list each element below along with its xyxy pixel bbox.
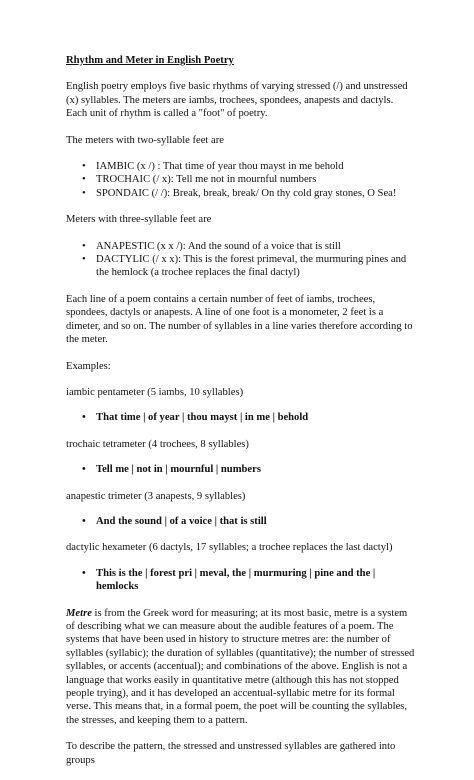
example-caption-iambic: iambic pentameter (5 iambs, 10 syllables) — [66, 386, 244, 398]
scansion-line: • This is the | forest pri | meval, the | murmuring | pine and the | hemlocks — [96, 567, 416, 594]
two-syllable-list — [66, 160, 416, 200]
three-syllable-list — [66, 240, 416, 280]
list-item-dactylic: • DACTYLIC (/ x x): This is the forest primeval, the murmuring pines and the hemlock (a trochee replaces the final dactyl) — [96, 253, 416, 280]
examples-heading: Examples: — [66, 360, 111, 372]
document-title: Rhythm and Meter in English Poetry — [66, 55, 234, 66]
scansion-line: • That time | of year | thou mayst | in me | behold — [96, 411, 416, 424]
three-syllable-heading: Meters with three-syllable feet are — [66, 214, 212, 226]
line-paragraph: Each line of a poem contains a certain number of feet of iambs, trochees, spondees, dactyls or anapests. A line of one foot is a monometer, 2 feet is a dimeter, and so on. The number of syllables in a line varies therefore according to the meter. — [66, 293, 413, 346]
list-item-trochaic: • TROCHAIC (/ x): Tell me not in mournful numbers — [96, 173, 416, 186]
closing-paragraph: To describe the pattern, the stressed and unstressed syllables are gathered into groups — [66, 741, 396, 766]
example-caption-dactylic: dactylic hexameter (6 dactyls, 17 syllables; a trochee replaces the last dactyl) — [66, 542, 393, 554]
document-page — [66, 54, 416, 780]
list-item-spondaic: • SPONDAIC (/ /): Break, break, break/ On thy cold gray stones, O Sea! — [96, 187, 416, 200]
metre-paragraph-text: is from the Greek word for measuring; at its most basic, metre is a system of describing what we can measure about the audible features of a poem. The systems that have been used in history to structure metres are: the number of syllables (syllabic); the duration of syllables (quantitative); the number of stressed syllables, or accents (accentual); and combinations of the above. English is not a language that works easily in quantitative metre (although this has not stopped people trying), and it has developed an accentual-syllabic metre for its formal verse. This means that, in a formal poem, the poet will be counting the syllables, the stresses, and keeping them to a pattern. — [66, 607, 415, 726]
example-caption-anapestic: anapestic trimeter (3 anapests, 9 syllables) — [66, 490, 246, 502]
example-list-dactylic — [66, 567, 416, 594]
example-list-iambic — [66, 411, 416, 424]
example-caption-trochaic: trochaic tetrameter (4 trochees, 8 syllables) — [66, 438, 249, 450]
list-item-iambic: • IAMBIC (x /) : That time of year thou mayst in me behold — [96, 160, 416, 173]
intro-paragraph: English poetry employs five basic rhythms of varying stressed (/) and unstressed (x) syllables. The meters are iambs, trochees, spondees, anapests and dactyls. Each unit of rhythm is called a "foot" of poetry. — [66, 81, 408, 120]
scansion-line: • And the sound | of a voice | that is still — [96, 515, 416, 528]
example-list-trochaic — [66, 463, 416, 476]
example-list-anapestic — [66, 515, 416, 528]
scansion-line: • Tell me | not in | mournful | numbers — [96, 463, 416, 476]
list-item-anapestic: • ANAPESTIC (x x /): And the sound of a voice that is still — [96, 240, 416, 253]
metre-paragraph — [66, 607, 416, 728]
two-syllable-heading: The meters with two-syllable feet are — [66, 134, 224, 146]
metre-term: Metre — [66, 607, 92, 619]
